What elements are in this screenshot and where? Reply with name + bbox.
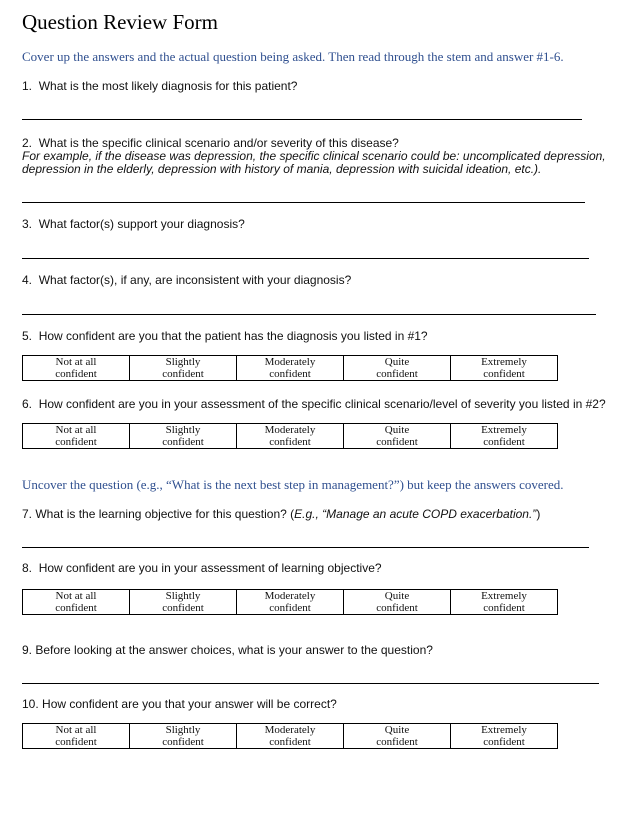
scale-option-quite[interactable]: Quite confident	[344, 356, 451, 381]
question-text: How confident are you in your assessment of learning objective?	[38, 561, 382, 575]
scale-option-quite[interactable]: Quite confident	[344, 724, 451, 749]
question-5	[22, 329, 428, 343]
scale-option-quite[interactable]: Quite confident	[344, 590, 451, 615]
question-3	[22, 217, 245, 231]
scale-option-not-at-all[interactable]: Not at all confident	[23, 724, 130, 749]
question-example: E.g., “Manage an acute COPD exacerbation.”	[294, 507, 537, 521]
question-number: 7.	[22, 507, 33, 521]
question-number: 10.	[22, 697, 39, 711]
question-text: What factor(s), if any, are inconsistent with your diagnosis?	[38, 273, 352, 287]
question-text: Before looking at the answer choices, what is your answer to the question?	[35, 643, 433, 657]
scale-option-slightly[interactable]: Slightly confident	[130, 724, 237, 749]
question-4	[22, 273, 351, 287]
question-number: 4.	[22, 273, 33, 287]
scale-option-extremely[interactable]: Extremely confident	[451, 424, 558, 449]
scale-option-moderately[interactable]: Moderately confident	[237, 590, 344, 615]
question-text: What factor(s) support your diagnosis?	[38, 217, 245, 231]
scale-option-moderately[interactable]: Moderately confident	[237, 356, 344, 381]
question-10	[22, 697, 337, 711]
question-text: What is the most likely diagnosis for this patient?	[38, 79, 298, 93]
scale-option-slightly[interactable]: Slightly confident	[130, 590, 237, 615]
scale-option-not-at-all[interactable]: Not at all confident	[23, 356, 130, 381]
confidence-scale-q10	[22, 723, 558, 749]
question-9	[22, 643, 433, 657]
question-number: 6.	[22, 397, 33, 411]
scale-option-not-at-all[interactable]: Not at all confident	[23, 424, 130, 449]
confidence-scale-q8	[22, 589, 558, 615]
scale-option-not-at-all[interactable]: Not at all confident	[23, 590, 130, 615]
scale-option-slightly[interactable]: Slightly confident	[130, 424, 237, 449]
question-2	[22, 136, 399, 150]
question-2-example-line-1: For example, if the disease was depression, the specific clinical scenario could be: uncomplicated depression,	[22, 149, 606, 163]
answer-line-q4[interactable]	[22, 314, 596, 315]
question-8	[22, 561, 382, 575]
question-number: 9.	[22, 643, 33, 657]
question-number: 3.	[22, 217, 33, 231]
question-1	[22, 79, 297, 93]
answer-line-q1[interactable]	[22, 119, 582, 120]
question-6	[22, 397, 606, 411]
question-text: What is the learning objective for this question? (	[35, 507, 295, 521]
question-7	[22, 507, 540, 521]
question-text: How confident are you that your answer will be correct?	[42, 697, 337, 711]
scale-option-slightly[interactable]: Slightly confident	[130, 356, 237, 381]
answer-line-q3[interactable]	[22, 258, 589, 259]
instruction-cover-answers: Cover up the answers and the actual question being asked. Then read through the stem and answer #1-6.	[22, 49, 564, 64]
instruction-uncover-question: Uncover the question (e.g., “What is the next best step in management?”) but keep the answers covered.	[22, 477, 564, 492]
scale-option-moderately[interactable]: Moderately confident	[237, 724, 344, 749]
question-number: 2.	[22, 136, 33, 150]
question-text: How confident are you that the patient has the diagnosis you listed in #1?	[38, 329, 428, 343]
question-number: 5.	[22, 329, 33, 343]
question-text-close: )	[536, 507, 541, 521]
answer-line-q9[interactable]	[22, 683, 599, 684]
question-text: How confident are you in your assessment of the specific clinical scenario/level of severity you listed in #2?	[38, 397, 606, 411]
scale-option-extremely[interactable]: Extremely confident	[451, 356, 558, 381]
question-number: 8.	[22, 561, 33, 575]
confidence-scale-q5	[22, 355, 558, 381]
question-2-example-line-2: depression in the elderly, depression with history of mania, depression with suicidal ideation, etc.).	[22, 162, 542, 176]
scale-option-extremely[interactable]: Extremely confident	[451, 590, 558, 615]
scale-option-quite[interactable]: Quite confident	[344, 424, 451, 449]
scale-option-extremely[interactable]: Extremely confident	[451, 724, 558, 749]
question-text: What is the specific clinical scenario and/or severity of this disease?	[38, 136, 399, 150]
question-number: 1.	[22, 79, 33, 93]
scale-option-moderately[interactable]: Moderately confident	[237, 424, 344, 449]
confidence-scale-q6	[22, 423, 558, 449]
answer-line-q2[interactable]	[22, 202, 585, 203]
page-title: Question Review Form	[22, 10, 218, 34]
answer-line-q7[interactable]	[22, 547, 589, 548]
